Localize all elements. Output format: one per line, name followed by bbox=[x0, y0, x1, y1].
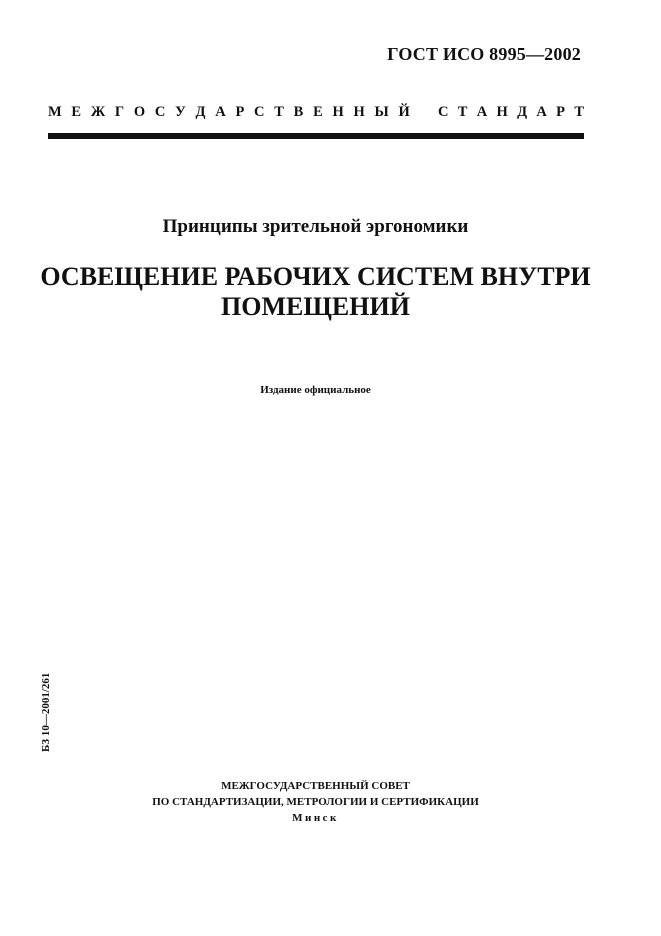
side-catalog-code: БЗ 10—2001/261 bbox=[40, 672, 52, 752]
heading-letter: Т bbox=[574, 104, 584, 120]
heading-letter: С bbox=[154, 104, 166, 120]
standard-type-word-1 bbox=[48, 104, 410, 121]
document-title-line-2: ПОМЕЩЕНИЙ bbox=[221, 292, 410, 321]
heading-letter: Т bbox=[274, 104, 284, 120]
publisher-city: Минск bbox=[292, 812, 339, 824]
document-title-line-1: ОСВЕЩЕНИЕ РАБОЧИХ СИСТЕМ ВНУТРИ bbox=[40, 262, 591, 291]
standard-type-heading bbox=[48, 104, 584, 121]
heading-letter: Ы bbox=[374, 104, 389, 120]
heading-letter: Т bbox=[457, 104, 468, 120]
document-title bbox=[0, 262, 631, 322]
heading-letter: Р bbox=[235, 104, 245, 120]
publisher-line-1: МЕЖГОСУДАРСТВЕННЫЙ СОВЕТ bbox=[221, 780, 410, 792]
heading-letter: Р bbox=[556, 104, 566, 120]
heading-divider bbox=[48, 133, 584, 139]
heading-letter: О bbox=[133, 104, 146, 120]
heading-letter: Е bbox=[313, 104, 323, 120]
heading-letter: Е bbox=[71, 104, 82, 120]
heading-letter: Н bbox=[353, 104, 365, 120]
standard-code: ГОСТ ИСО 8995—2002 bbox=[387, 44, 581, 64]
heading-letter: Д bbox=[517, 104, 528, 120]
publisher-line-2: ПО СТАНДАРТИЗАЦИИ, МЕТРОЛОГИИ И СЕРТИФИКАЦИИ bbox=[152, 796, 479, 808]
heading-letter: А bbox=[215, 104, 226, 120]
heading-letter: С bbox=[254, 104, 265, 120]
heading-letter: В bbox=[293, 104, 304, 120]
publisher-block bbox=[0, 778, 631, 826]
heading-letter: Д bbox=[195, 104, 206, 120]
heading-letter: Н bbox=[496, 104, 508, 120]
heading-letter: А bbox=[536, 104, 547, 120]
heading-letter: С bbox=[438, 104, 449, 120]
document-subtitle: Принципы зрительной эргономики bbox=[162, 216, 469, 237]
heading-letter: Г bbox=[114, 104, 125, 120]
heading-letter: А bbox=[476, 104, 488, 120]
heading-letter: Й bbox=[398, 104, 410, 120]
heading-letter: М bbox=[48, 104, 62, 120]
heading-letter: Ж bbox=[90, 104, 106, 120]
heading-letter: У bbox=[175, 104, 186, 120]
heading-letter: Н bbox=[332, 104, 344, 120]
edition-note: Издание официальное bbox=[260, 384, 371, 396]
standard-type-word-2 bbox=[438, 104, 584, 121]
